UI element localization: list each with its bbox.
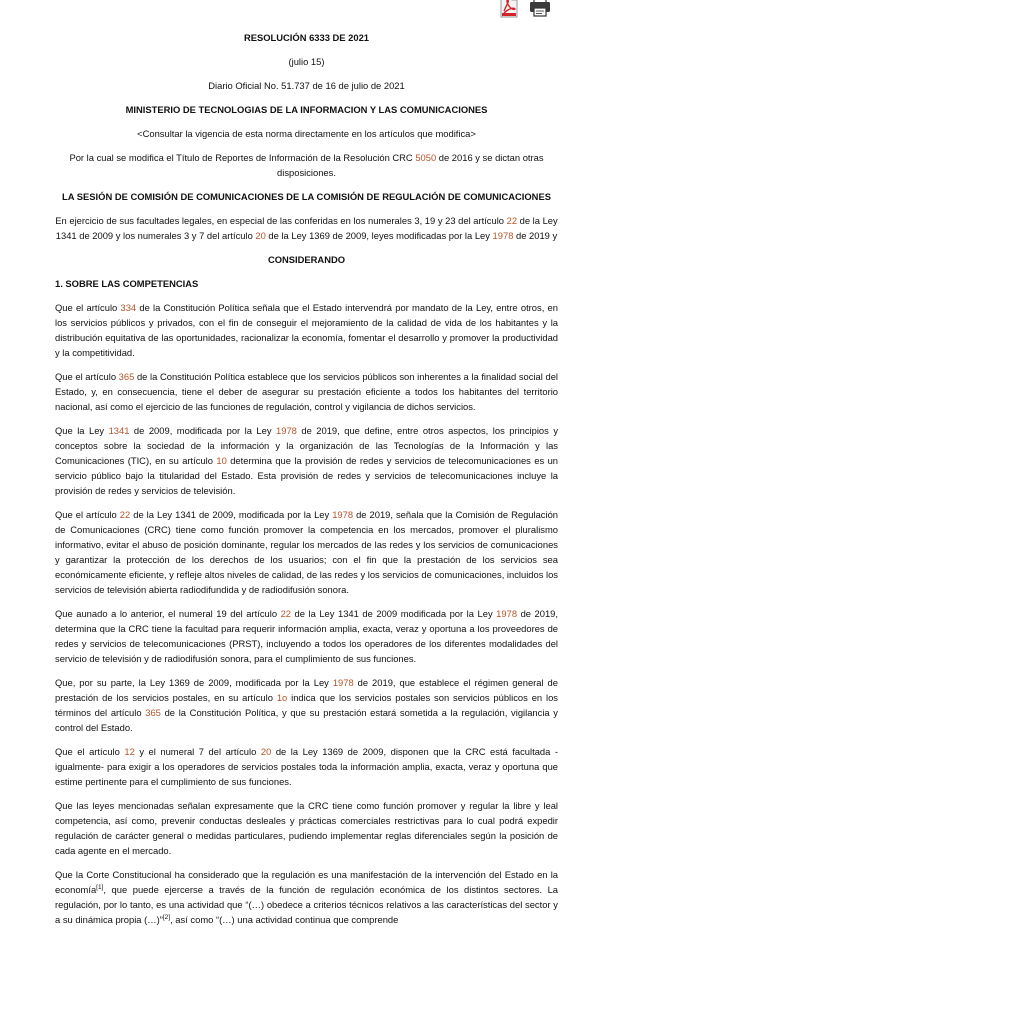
- law-1978-link[interactable]: 1978: [332, 509, 354, 520]
- paragraph-5: Que aunado a lo anterior, el numeral 19 del artículo 22 de la Ley 1341 de 2009 modificada por la Ley 1978 de 2019, determina que la CRC tiene la facultad para requerir información amplia, exacta, veraz y oportuna a los proveedores de redes y servicios de telecomunicaciones (PRST), incluyendo a todos los operadores de los diferentes modalidades del servicio de televisión y de radiodifusión sonora, para el cumplimiento de sus funciones.: [55, 608, 558, 664]
- law-1978-link[interactable]: 1978: [332, 677, 354, 688]
- article-22-link[interactable]: 22: [119, 509, 131, 520]
- document-body: [55, 30, 558, 936]
- pdf-icon[interactable]: [498, 0, 520, 18]
- resolution-summary: Por la cual se modifica el Título de Reportes de Información de la Resolución CRC 5050 de 2016 y se dictan otras disposiciones.: [69, 152, 544, 178]
- paragraph-7: Que el artículo 12 y el numeral 7 del artículo 20 de la Ley 1369 de 2009, disponen que la CRC está facultada -igualmente- para exigir a los operadores de servicios postales toda la información amplia, exacta, veraz y oportuna que estime pertinente para el cumplimiento de sus funciones.: [55, 746, 559, 787]
- article-20-link[interactable]: 20: [260, 746, 272, 757]
- paragraph-3: Que la Ley 1341 de 2009, modificada por la Ley 1978 de 2019, que define, entre otros aspectos, los principios y conceptos sobre la sociedad de la información y la organización de las Tecnologías de la Información y las Comunicaciones (TIC), en su artículo 10 determina que la provisión de redes y servicios de telecomunicaciones es un servicio público bajo la titularidad del Estado. Esta provisión de redes y servicios de telecomunicaciones incluye la provisión de redes y servicios de televisión.: [55, 425, 559, 496]
- legal-powers: En ejercicio de sus facultades legales, en especial de las conferidas en los numerales 3, 19 y 23 del artículo 22 de la Ley 1341 de 2009 y los numerales 3 y 7 del artículo 20 de la Ley 1369 de 2009, leyes modificadas por la Ley 1978 de 2019 y: [55, 215, 558, 241]
- paragraph-2: Que el artículo 365 de la Constitución Política establece que los servicios públicos son inherentes a la finalidad social del Estado, y, en consecuencia, tiene el deber de asegurar su prestación eficiente a todos los habitantes del territorio nacional, así como el ejercicio de las funciones de regulación, control y vigilancia de dichos servicios.: [55, 371, 558, 412]
- article-365-link[interactable]: 365: [145, 707, 161, 718]
- law-1978-link[interactable]: 1978: [276, 425, 297, 436]
- law-1341-link[interactable]: 1341: [108, 425, 130, 436]
- ministry-name: MINISTERIO DE TECNOLOGIAS DE LA INFORMACION Y LAS COMUNICACIONES: [125, 104, 488, 115]
- article-1o-link[interactable]: 1o: [276, 692, 288, 703]
- paragraph-1: Que el artículo 334 de la Constitución Política señala que el Estado intervendrá por mandato de la Ley, entre otros, en los servicios públicos y privados, con el fin de conseguir el mejoramiento de la calidad de vida de los habitantes y la distribución equitativa de las oportunidades, racionalizar la economía, fomentar el desarrollo y promover la productividad y la competitividad.: [55, 302, 558, 358]
- article-12-link[interactable]: 12: [124, 746, 135, 757]
- resolution-date: (julio 15): [288, 56, 325, 67]
- paragraph-9: Que la Corte Constitucional ha considerado que la regulación es una manifestación de la intervención del Estado en la economía[1], que puede ejercerse a través de la función de regulación económica de los distintos sectores. La regulación, por lo tanto, es una actividad que “(…) obedece a criterios técnicos relativos a las características del sector y a su dinámica propia (…)”[2], así como “(…) una actividad continua que comprende: [55, 869, 558, 925]
- law-1978-link[interactable]: 1978: [492, 230, 514, 241]
- document-toolbar: [498, 0, 558, 18]
- article-22-link[interactable]: 22: [506, 215, 518, 226]
- official-gazette: Diario Oficial No. 51.737 de 16 de julio de 2021: [208, 80, 405, 91]
- section-heading: 1. SOBRE LAS COMPETENCIAS: [55, 278, 199, 289]
- article-365-link[interactable]: 365: [118, 371, 135, 382]
- article-334-link[interactable]: 334: [120, 302, 137, 313]
- paragraph-4: Que el artículo 22 de la Ley 1341 de 2009, modificada por la Ley 1978 de 2019, señala que la Comisión de Regulación de Comunicaciones (CRC) tiene como función promover la competencia en los mercados, promover el pluralismo informativo, evitar el abuso de posición dominante, regular los mercados de las redes y los servicios de comunicaciones y garantizar la protección de los derechos de los usuarios; con el fin que la prestación de los servicios sea económicamente eficiente, y refleje altos niveles de calidad, de las redes y los servicios de comunicaciones, incluidos los servicios de televisión abierta radiodifundida y de radiodifusión sonora.: [55, 509, 559, 595]
- article-10-link[interactable]: 10: [216, 455, 227, 466]
- article-20-link[interactable]: 20: [255, 230, 266, 241]
- paragraph-8: Que las leyes mencionadas señalan expresamente que la CRC tiene como función promover y regular la libre y leal competencia, así como, prevenir conductas desleales y prácticas comerciales restrictivas para lo cual podrá expedir regulación de carácter general o medidas particulares, pudiendo implementar reglas diferenciales según la posición de cada agente en el mercado.: [55, 800, 558, 856]
- footnote-ref-2[interactable]: [2]: [162, 913, 171, 921]
- footnote-ref-1[interactable]: [1]: [96, 883, 104, 891]
- resolution-5050-link[interactable]: 5050: [415, 152, 437, 163]
- article-22-link[interactable]: 22: [280, 608, 292, 619]
- considering-heading: CONSIDERANDO: [267, 254, 346, 265]
- paragraph-6: Que, por su parte, la Ley 1369 de 2009, modificada por la Ley 1978 de 2019, que establece el régimen general de prestación de los servicios postales, en su artículo 1o indica que los servicios postales son servicios públicos en los términos del artículo 365 de la Constitución Política, y que su prestación estará sometida a la regulación, vigilancia y control del Estado.: [55, 677, 558, 733]
- validity-note: <Consultar la vigencia de esta norma directamente en los artículos que modifica>: [137, 128, 476, 139]
- session-heading: LA SESIÓN DE COMISIÓN DE COMUNICACIONES DE LA COMISIÓN DE REGULACIÓN DE COMUNICACIONES: [62, 191, 551, 202]
- resolution-title: RESOLUCIÓN 6333 DE 2021: [243, 32, 370, 43]
- law-1978-link[interactable]: 1978: [496, 608, 518, 619]
- printer-icon[interactable]: [528, 0, 552, 18]
